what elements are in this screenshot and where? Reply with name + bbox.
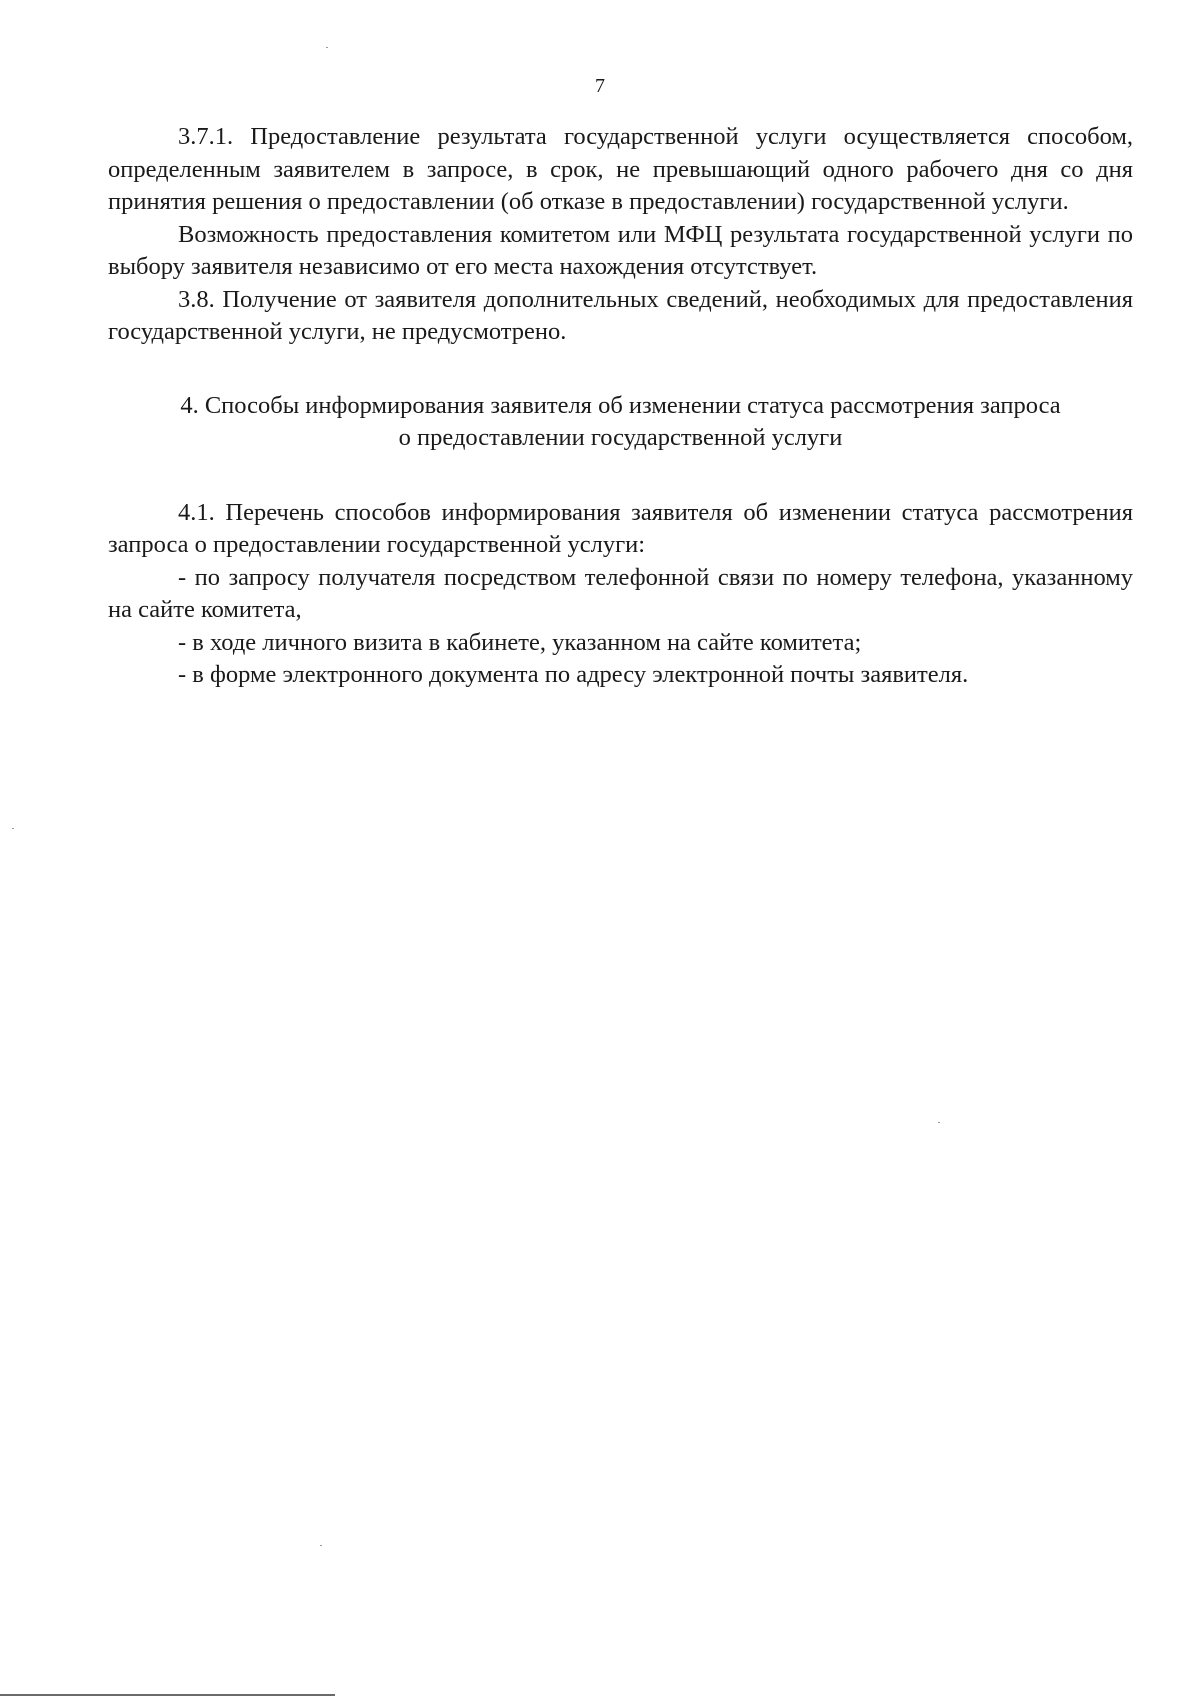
paragraph-4-1: 4.1. Перечень способов информирования заявителя об изменении статуса рассмотрения запроса о предоставлении государственной услуги: [108, 498, 1133, 558]
list-item-visit: - в ходе личного визита в кабинете, указанном на сайте комитета; [178, 628, 862, 656]
list-item-email: - в форме электронного документа по адресу электронной почты заявителя. [178, 661, 969, 688]
scan-speck [12, 828, 14, 829]
scan-edge-line [0, 1694, 335, 1696]
document-body [108, 121, 1133, 692]
section-4-heading [108, 390, 1133, 455]
scan-speck [326, 47, 328, 48]
paragraph-3-8: 3.8. Получение от заявителя дополнительных сведений, необходимых для предоставления государственной услуги, не предусмотрено. [108, 285, 1133, 345]
paragraph-result-availability: Возможность предоставления комитетом или МФЦ результата государственной услуги по выбору заявителя независимо от его места нахождения отсутствует. [108, 220, 1133, 280]
page-number: 7 [595, 75, 605, 97]
paragraph-3-7-1: 3.7.1. Предоставление результата государственной услуги осуществляется способом, определенным заявителем в запросе, в срок, не превышающий одного рабочего дня со дня принятия решения о предоставлении (об отказе в предоставлении) государственной услуги. [108, 123, 1133, 215]
section-4-heading-line-2: о предоставлении государственной услуги [398, 424, 843, 451]
list-item-phone: - по запросу получателя посредством телефонной связи по номеру телефона, указанному на сайте комитета, [108, 563, 1133, 623]
scan-speck [320, 1545, 322, 1546]
scan-speck [938, 1122, 940, 1123]
section-4-heading-line-1: 4. Способы информирования заявителя об изменении статуса рассмотрения запроса [180, 391, 1061, 419]
